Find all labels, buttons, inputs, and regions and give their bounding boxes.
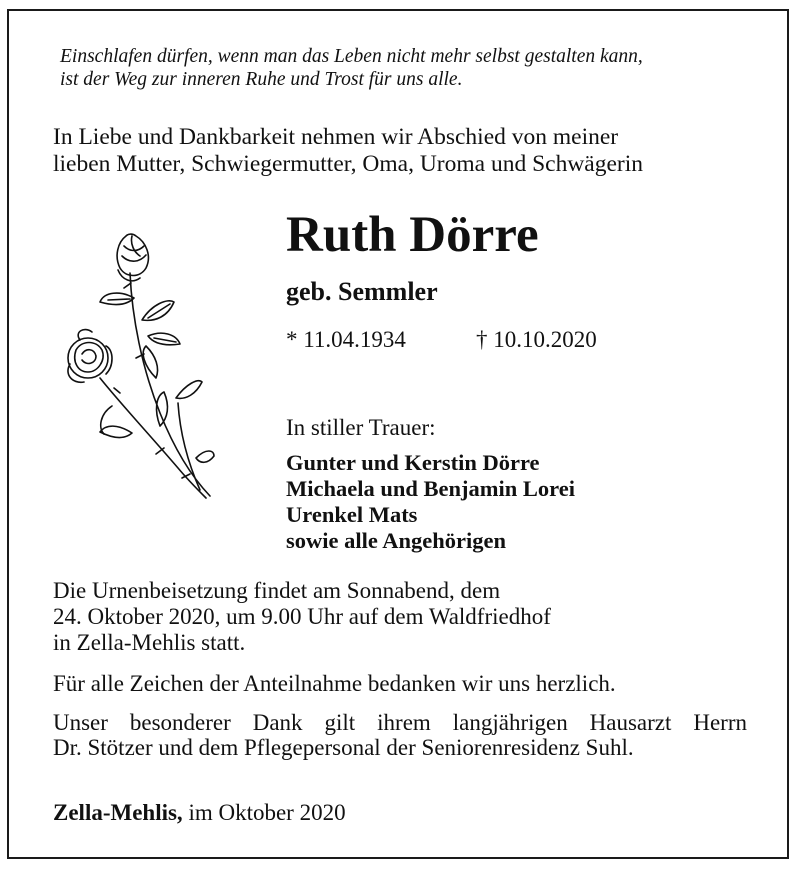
quote-line-2: ist der Weg zur inneren Ruhe und Trost für uns alle. <box>60 69 463 90</box>
mourner-name: Gunter und Kerstin Dörre <box>286 450 540 475</box>
quote-line-1: Einschlafen dürfen, wenn man das Leben nicht mehr selbst gestalten kann, <box>60 46 643 67</box>
birth-name: geb. Semmler <box>286 277 438 306</box>
funeral-line-1: Die Urnenbeisetzung findet am Sonnabend, dem <box>53 578 501 603</box>
intro-line-2: lieben Mutter, Schwiegermutter, Oma, Uroma und Schwägerin <box>53 151 644 177</box>
thanks-text: Für alle Zeichen der Anteilnahme bedanken wir uns herzlich. <box>53 671 616 696</box>
mourner-name: sowie alle Angehörigen <box>286 528 506 553</box>
birth-date: * 11.04.1934 <box>286 327 406 352</box>
rose-illustration <box>60 228 220 503</box>
mourner-name: Urenkel Mats <box>286 502 418 527</box>
footer-place: Zella-Mehlis, <box>53 800 183 825</box>
special-thanks-line-1: Unser besonderer Dank gilt ihrem langjährigen Hausarzt Herrn <box>53 710 747 735</box>
funeral-line-3: in Zella-Mehlis statt. <box>53 630 246 655</box>
footer-date: im Oktober 2020 <box>188 800 346 825</box>
place-date <box>53 799 346 826</box>
funeral-line-2: 24. Oktober 2020, um 9.00 Uhr auf dem Waldfriedhof <box>53 604 551 629</box>
mourning-heading: In stiller Trauer: <box>286 415 436 440</box>
intro-line-1: In Liebe und Dankbarkeit nehmen wir Abschied von meiner <box>53 124 619 150</box>
deceased-name: Ruth Dörre <box>286 207 539 263</box>
death-date: † 10.10.2020 <box>476 327 597 352</box>
mourner-name: Michaela und Benjamin Lorei <box>286 476 575 501</box>
special-thanks-line-2: Dr. Stötzer und dem Pflegepersonal der Seniorenresidenz Suhl. <box>53 735 634 760</box>
